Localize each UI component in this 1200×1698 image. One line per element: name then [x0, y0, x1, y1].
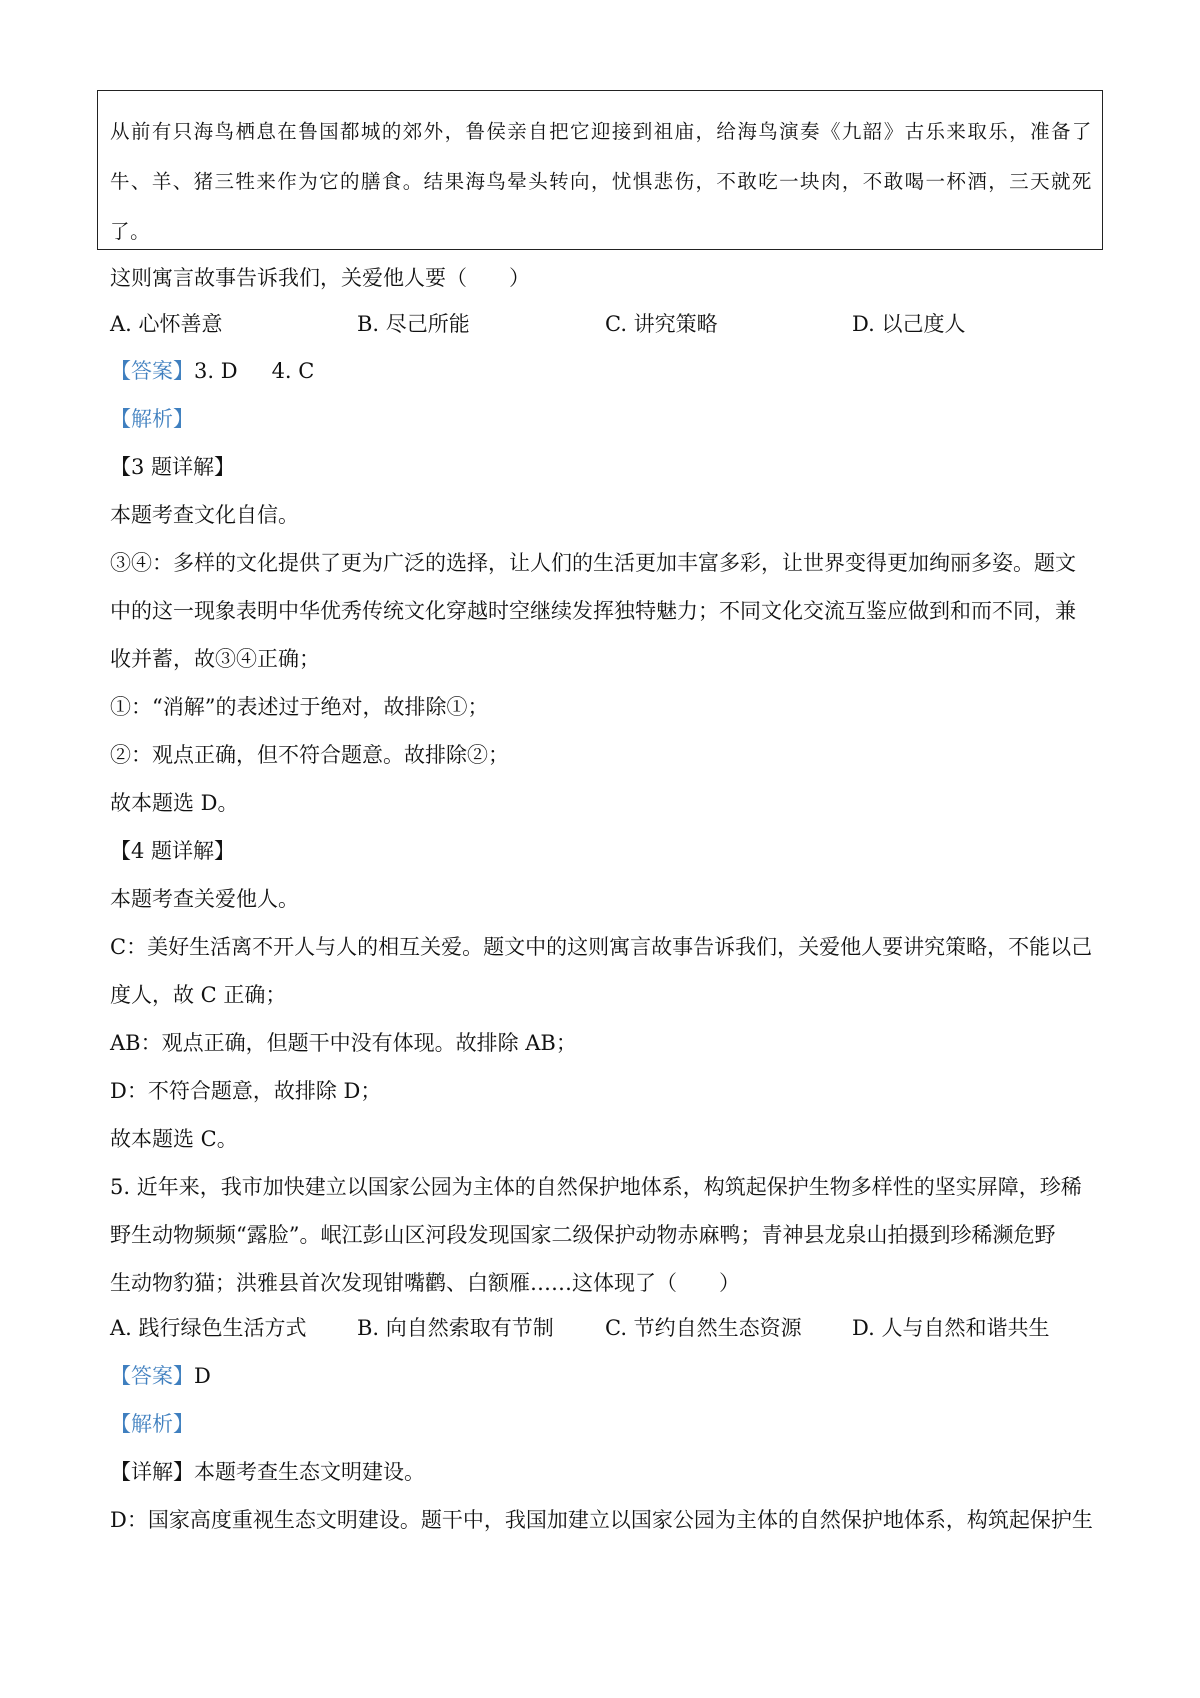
answer-line-q5 — [110, 1361, 211, 1391]
q4-detail-line-3: 度人，故 C 正确； — [110, 983, 287, 1007]
answer-tag-q5: 【答案】 — [110, 1364, 194, 1388]
q5-stem-line-1: 5. 近年来，我市加快建立以国家公园为主体的自然保护地体系，构筑起保护生物多样性的坚实屏障，珍稀 — [110, 1175, 1082, 1199]
q5-option-c: C. 节约自然生态资源 — [605, 1316, 802, 1340]
fable-text-box — [97, 90, 1103, 250]
q4-stem: 这则寓言故事告诉我们，关爱他人要（ ） — [110, 266, 530, 290]
q3-detail-line-3: 中的这一现象表明中华优秀传统文化穿越时空继续发挥独特魅力；不同文化交流互鉴应做到和而不同，兼 — [110, 599, 1076, 623]
q5-stem-line-3: 生动物豹猫；洪雅县首次发现钳嘴鹳、白额雁……这体现了（ ） — [110, 1271, 740, 1295]
q4-option-a: A. 心怀善意 — [110, 312, 223, 336]
answer-tag: 【答案】 — [110, 359, 194, 383]
q5-detail-line-2: D：国家高度重视生态文明建设。题干中，我国加建立以国家公园为主体的自然保护地体系，构筑起保护生 — [110, 1508, 1093, 1532]
q5-detail-text-1: 本题考查生态文明建设。 — [194, 1460, 425, 1484]
q3-detail-line-6: ②：观点正确，但不符合题意。故排除②； — [110, 743, 509, 767]
q4-conclusion: 故本题选 C。 — [110, 1127, 238, 1151]
q4-option-d: D. 以己度人 — [852, 312, 966, 336]
q4-detail-line-2: C：美好生活离不开人与人的相互关爱。题文中的这则寓言故事告诉我们，关爱他人要讲究策略，不能以己 — [110, 935, 1093, 959]
answer-q5: D — [194, 1364, 211, 1388]
q5-detail-line-1 — [110, 1457, 425, 1487]
analysis-tag-q5: 【解析】 — [110, 1412, 194, 1436]
q4-detail-line-5: D：不符合题意，故排除 D； — [110, 1079, 382, 1103]
q5-option-a: A. 践行绿色生活方式 — [110, 1316, 307, 1340]
q4-detail-line-1: 本题考查关爱他人。 — [110, 887, 299, 911]
q3-detail-line-1: 本题考查文化自信。 — [110, 503, 299, 527]
q3-conclusion: 故本题选 D。 — [110, 791, 239, 815]
q4-detail-line-4: AB：观点正确，但题干中没有体现。故排除 AB； — [110, 1031, 577, 1055]
q3-detail-heading: 【3 题详解】 — [110, 455, 236, 479]
q5-option-b: B. 向自然索取有节制 — [357, 1316, 554, 1340]
q3-detail-line-4: 收并蓄，故③④正确； — [110, 647, 320, 671]
q4-option-c: C. 讲究策略 — [605, 312, 718, 336]
answer-line-q3-q4 — [110, 356, 314, 386]
q4-option-b: B. 尽己所能 — [357, 312, 470, 336]
fable-text: 从前有只海鸟栖息在鲁国都城的郊外，鲁侯亲自把它迎接到祖庙，给海鸟演奏《九韶》古乐来取乐，准备了牛、羊、猪三牲来作为它的膳食。结果海鸟晕头转向，忧惧悲伤，不敢吃一块肉，不敢喝一杯酒，三天就死了。 — [110, 120, 1092, 243]
answer-q4: 4. C — [271, 359, 315, 383]
q4-detail-heading: 【4 题详解】 — [110, 839, 236, 863]
detail-tag: 【详解】 — [110, 1460, 194, 1484]
answer-q3: 3. D — [194, 359, 238, 383]
q3-detail-line-5: ①：“消解”的表述过于绝对，故排除①； — [110, 695, 489, 719]
analysis-tag: 【解析】 — [110, 407, 194, 431]
q3-detail-line-2: ③④：多样的文化提供了更为广泛的选择，让人们的生活更加丰富多彩，让世界变得更加绚丽多姿。题文 — [110, 551, 1076, 575]
q5-stem-line-2: 野生动物频频“露脸”。岷江彭山区河段发现国家二级保护动物赤麻鸭；青神县龙泉山拍摄到珍稀濒危野 — [110, 1223, 1056, 1247]
q5-option-d: D. 人与自然和谐共生 — [852, 1316, 1050, 1340]
